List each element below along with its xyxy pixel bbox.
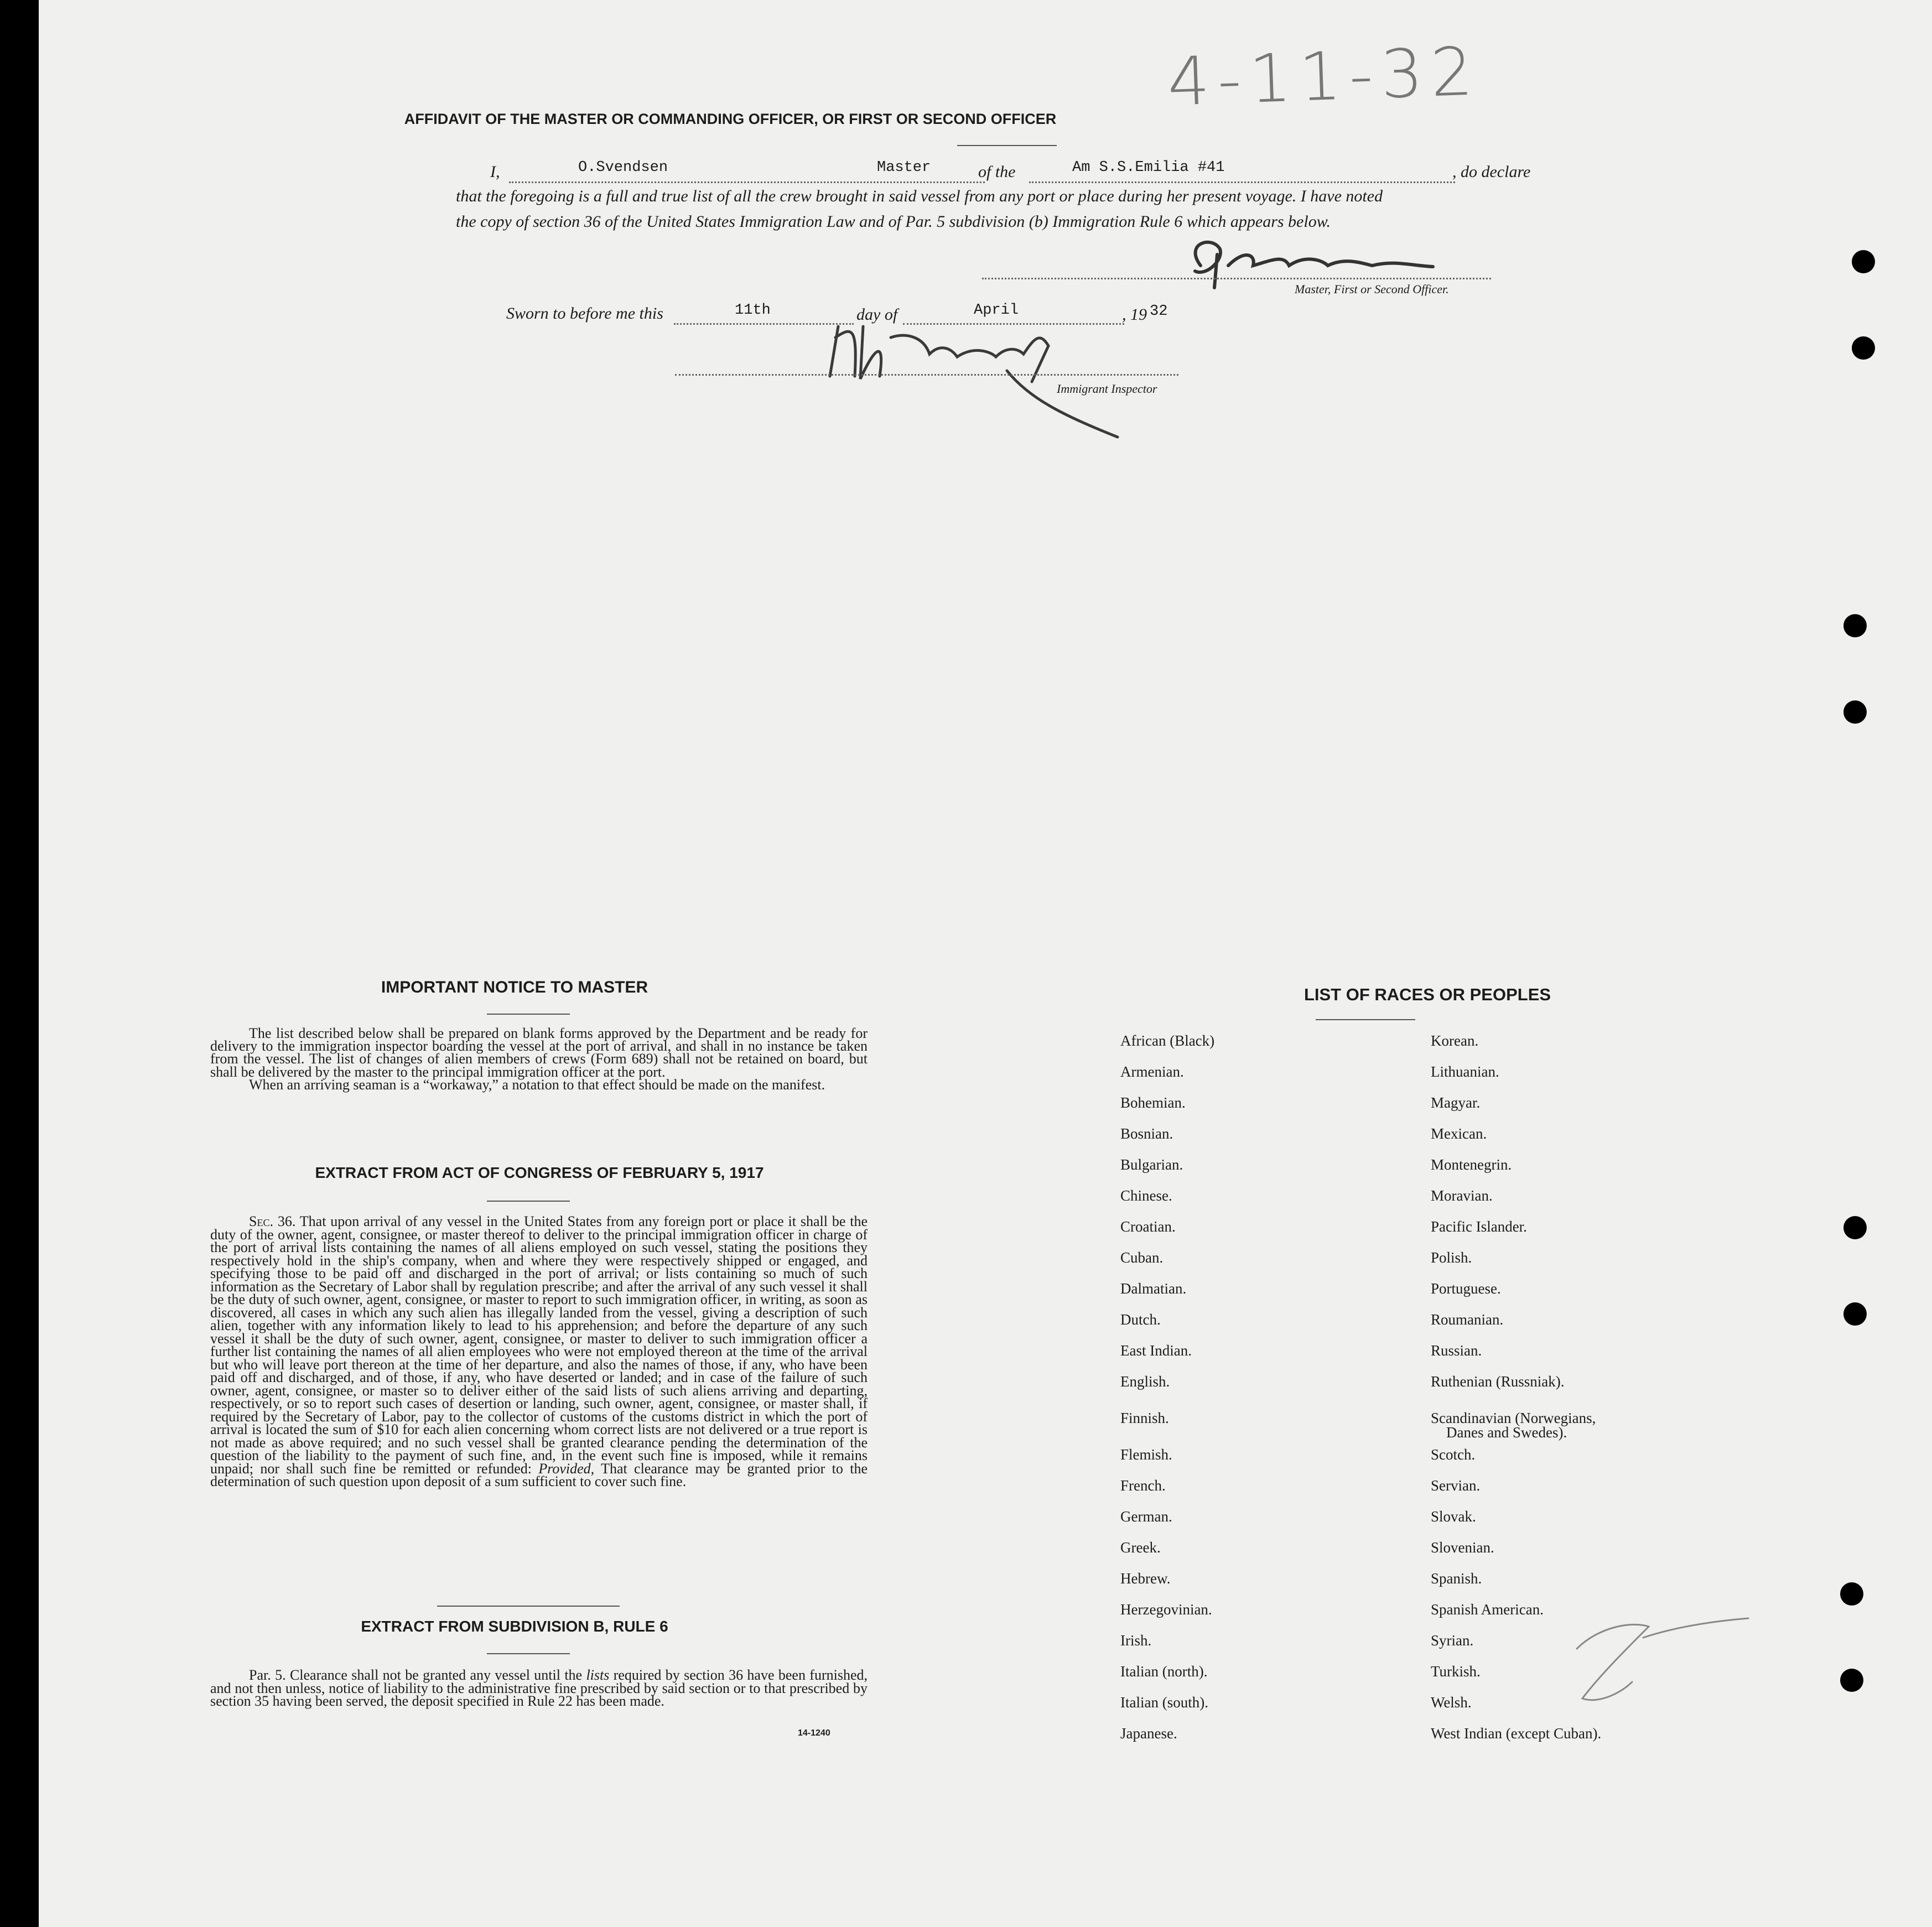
binder-hole — [1840, 1669, 1863, 1692]
act-extract-body — [210, 1215, 868, 1488]
section-label: Sec. 36. — [249, 1213, 296, 1229]
notice-heading-rule — [487, 1014, 570, 1015]
year-prefix: , 19 — [1122, 305, 1147, 324]
race-item-left: Croatian. — [1120, 1218, 1176, 1235]
race-item-right: Scotch. — [1431, 1446, 1476, 1463]
section-36-text — [210, 1215, 868, 1488]
notice-body — [210, 1027, 868, 1091]
binder-hole — [1840, 1582, 1863, 1606]
race-item-left: Italian (south). — [1120, 1694, 1208, 1711]
form-number: 14-1240 — [798, 1728, 830, 1738]
race-item-right: Spanish American. — [1431, 1601, 1544, 1618]
race-item-left: Finnish. — [1120, 1410, 1169, 1426]
race-item-left: Irish. — [1120, 1632, 1152, 1649]
race-item-left: Italian (north). — [1120, 1663, 1208, 1680]
race-item-left: Dutch. — [1120, 1311, 1161, 1328]
vessel-blank — [1029, 181, 1455, 183]
master-caption: Master, First or Second Officer. — [1295, 282, 1449, 296]
affidavit-heading-rule — [957, 145, 1057, 146]
rule-extract-body — [210, 1669, 868, 1708]
race-item-right: Turkish. — [1431, 1663, 1481, 1680]
sworn-day: 11th — [735, 302, 771, 319]
inspector-signature — [797, 304, 1151, 448]
affidavit-line-3: the copy of section 36 of the United States Immigration Law and of Par. 5 subdivision (b) Immigration Rule 6 which appears below. — [456, 212, 1331, 231]
race-item-right: Servian. — [1431, 1477, 1481, 1494]
race-item-left: Herzegovinian. — [1120, 1601, 1212, 1618]
par-5-rest: required by section 36 have been furnished, and not then unless, notice of liability to the administrative fine prescribed by said section or to that prescribed by section 35 having been served, the deposit specified in Rule 22 has been made. — [210, 1667, 868, 1709]
race-item-right: Portuguese. — [1431, 1280, 1501, 1297]
race-item-left: Bulgarian. — [1120, 1156, 1183, 1173]
binder-hole — [1852, 250, 1875, 273]
binder-hole — [1843, 1302, 1867, 1326]
notice-heading: IMPORTANT NOTICE TO MASTER — [381, 978, 648, 996]
master-signature-line — [982, 278, 1491, 279]
race-item-right: Magyar. — [1431, 1094, 1481, 1111]
rule-extract-heading: EXTRACT FROM SUBDIVISION B, RULE 6 — [361, 1618, 668, 1635]
vessel-name: Am S.S.Emilia #41 — [1072, 159, 1225, 176]
binder-hole — [1843, 700, 1867, 724]
race-item-right: Montenegrin. — [1431, 1156, 1512, 1173]
race-item-left: Flemish. — [1120, 1446, 1172, 1463]
race-item-left: East Indian. — [1120, 1342, 1192, 1359]
race-item-left: Bosnian. — [1120, 1125, 1173, 1142]
race-item-left: Armenian. — [1120, 1063, 1184, 1080]
par-5-start: Par. 5. Clearance shall not be granted any vessel until the — [249, 1667, 583, 1683]
race-item-right: Slovenian. — [1431, 1539, 1494, 1556]
race-item-left: German. — [1120, 1508, 1172, 1525]
handwritten-check-mark — [1566, 1616, 1754, 1715]
race-item-left: English. — [1120, 1373, 1170, 1390]
race-item-right: Roumanian. — [1431, 1311, 1504, 1328]
sworn-year: 32 — [1150, 303, 1168, 320]
race-item-left: French. — [1120, 1477, 1166, 1494]
officer-title: Master — [877, 159, 931, 176]
race-item-right: Lithuanian. — [1431, 1063, 1499, 1080]
day-of-label: day of — [856, 305, 898, 324]
notice-paragraph-2: When an arriving seaman is a “workaway,” a notation to that effect should be made on the manifest. — [249, 1076, 825, 1093]
provided-label: Provided, — [538, 1460, 595, 1477]
declare-label: , do declare — [1452, 163, 1531, 181]
races-heading: LIST OF RACES OR PEOPLES — [1303, 985, 1551, 1004]
binder-hole — [1843, 614, 1867, 637]
race-item-right: Pacific Islander. — [1431, 1218, 1527, 1235]
race-item-right: Ruthenian (Russniak). — [1431, 1373, 1565, 1390]
race-item-left: Dalmatian. — [1120, 1280, 1187, 1297]
race-item-left: Bohemian. — [1120, 1094, 1186, 1111]
race-item-continuation: Danes and Swedes). — [1446, 1424, 1567, 1441]
par-5-text — [210, 1669, 868, 1708]
binder-hole — [1852, 336, 1875, 360]
name-blank — [509, 181, 985, 183]
race-item-right: Welsh. — [1431, 1694, 1472, 1711]
race-item-right: Scandinavian (Norwegians, — [1431, 1410, 1596, 1426]
handwritten-date: 4-11-32 — [1166, 33, 1482, 121]
officer-name: O.Svendsen — [578, 159, 668, 176]
binder-hole — [1843, 1216, 1867, 1239]
race-item-right: West Indian (except Cuban). — [1431, 1725, 1602, 1742]
sworn-label: Sworn to before me this — [506, 304, 663, 323]
notice-paragraph-1: The list described below shall be prepared on blank forms approved by the Department and be ready for delivery to the immigration inspector boarding the vessel at the port of arrival, and shall in no instance be taken from the vessel. The list of changes of alien members of crews (Form 689) shall not be retained on board, but shall be delivered by the master to the principal immigration officer at the port. — [210, 1025, 868, 1080]
section-36-body: That upon arrival of any vessel in the United States from any foreign port or place it shall be the duty of the owner, agent, consignee, or master thereof to deliver to the principal immigration officer in charge of the port of arrival lists containing the names of all aliens employed on such vessel, stating the positions they respectively hold in the ship's company, when and where they were respectively shipped or engaged, and specifying those to be paid off and discharged in the port of arrival; or lists containing so much of such information as the Secretary of Labor shall by regulation prescribe; and after the arrival of any such vessel it shall be the duty of such owner, agent, consignee, or master to report to such immigration officer, in writing, as soon as discovered, all cases in which any such alien has illegally landed from the vessel, giving a description of such alien, together with any information likely to lead to his apprehension; and before the departure of any such vessel it shall be the duty of such owner, agent, consignee, or master to deliver to such immigration officer a further list containing the names of all alien employees who were not employed thereon at the time of the arrival but who will leave port thereon at the time of her departure, and also the names of those, if any, who have been paid off and discharged, and of those, if any, who have deserted or landed; and in case of the failure of such owner, agent, consignee, or master so to deliver either of the said lists of such aliens arriving and departing, respectively, or so to report such cases of desertion or landing, such owner, agent, consignee, or master shall, if required by the Secretary of Labor, pay to the collector of customs of the customs district in which the port of arrival is located the sum of $10 for each alien concerning whom correct lists are not delivered or a true report is not made as above required; and no such vessel shall be granted clearance pending the determination of the question of the liability to the payment of such fine, and, in the event such fine is imposed, while it remains unpaid; nor shall such fine be remitted or refunded: — [210, 1213, 868, 1477]
provided-body: That clearance may be granted prior to the determination of such question upon deposit of a sum sufficient to cover such fine. — [210, 1460, 868, 1489]
race-item-right: Spanish. — [1431, 1570, 1482, 1587]
sworn-month: April — [974, 302, 1019, 319]
races-heading-rule — [1316, 1019, 1415, 1020]
i-label: I, — [490, 163, 500, 181]
race-item-right: Korean. — [1431, 1032, 1479, 1049]
race-item-left: Japanese. — [1120, 1725, 1177, 1742]
race-item-left: African (Black) — [1120, 1032, 1215, 1049]
race-item-left: Greek. — [1120, 1539, 1161, 1556]
act-extract-heading-rule — [487, 1201, 570, 1202]
race-item-right: Russian. — [1431, 1342, 1482, 1359]
rule-extract-heading-rule — [487, 1653, 570, 1654]
race-item-left: Hebrew. — [1120, 1570, 1171, 1587]
act-extract-end-rule — [437, 1606, 620, 1607]
lists-word: lists — [586, 1667, 610, 1683]
scan-left-edge — [0, 0, 39, 1927]
act-extract-heading: EXTRACT FROM ACT OF CONGRESS OF FEBRUARY 5, 1917 — [315, 1164, 764, 1181]
affidavit-line-2: that the foregoing is a full and true list of all the crew brought in said vessel from any port or place during her present voyage. I have noted — [456, 187, 1383, 205]
of-the-label: of the — [978, 163, 1016, 181]
race-item-right: Mexican. — [1431, 1125, 1487, 1142]
affidavit-heading: AFFIDAVIT OF THE MASTER OR COMMANDING OFFICER, OR FIRST OR SECOND OFFICER — [404, 111, 1057, 127]
inspector-signature-line — [675, 374, 1178, 376]
race-item-left: Chinese. — [1120, 1187, 1172, 1204]
manifest-page — [39, 0, 1932, 1927]
race-item-right: Slovak. — [1431, 1508, 1476, 1525]
race-item-right: Moravian. — [1431, 1187, 1493, 1204]
race-item-right: Syrian. — [1431, 1632, 1474, 1649]
race-item-left: Cuban. — [1120, 1249, 1164, 1266]
race-item-right: Polish. — [1431, 1249, 1472, 1266]
inspector-caption: Immigrant Inspector — [1057, 382, 1157, 396]
